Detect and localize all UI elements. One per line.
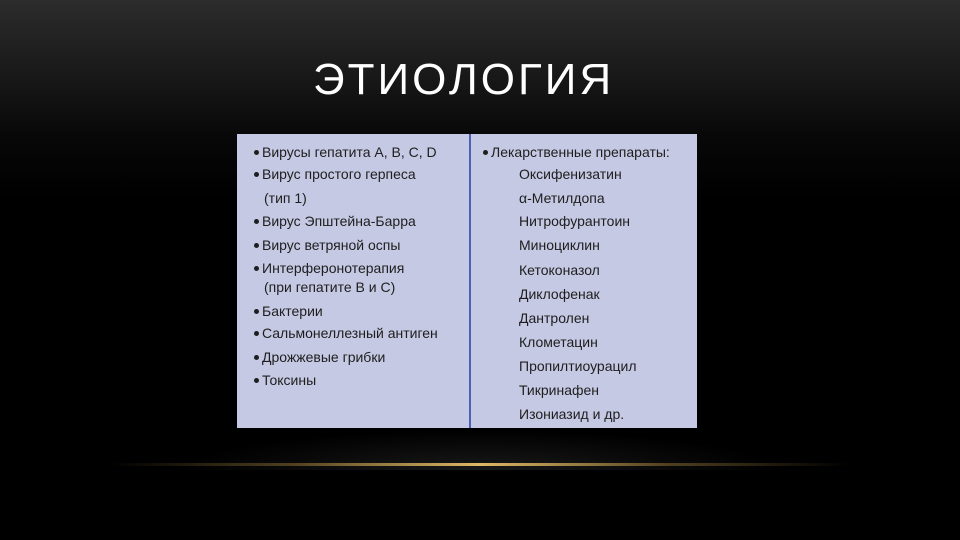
item-text: (при гепатите В и С): [264, 279, 396, 295]
table-list-item: [237, 165, 467, 183]
table-list-item: [471, 212, 697, 230]
item-text: Диклофенак: [519, 286, 600, 302]
table-list-item: [237, 212, 467, 230]
table-list-item: [471, 285, 697, 303]
item-text: Вирус простого герпеса: [262, 166, 416, 182]
table-list-item: [237, 189, 467, 207]
table-list-item: [237, 348, 467, 366]
table-list-item: [471, 405, 697, 423]
bullet-icon: [254, 150, 259, 155]
item-text: Клометацин: [519, 334, 598, 350]
item-text: Пропилтиоурацил: [519, 358, 637, 374]
item-text: α-Метилдопа: [519, 190, 605, 206]
table-list-item: [471, 333, 697, 351]
item-text: Дрожжевые грибки: [262, 349, 386, 365]
table-list-item: [471, 236, 697, 254]
table-list-item: [471, 165, 697, 183]
table-list-item: [237, 143, 467, 161]
table-list-item: [237, 371, 467, 389]
table-list-item: [471, 189, 697, 207]
item-text: Вирусы гепатита A, B, C, D: [262, 144, 437, 160]
bullet-icon: [254, 266, 259, 271]
bullet-icon: [254, 355, 259, 360]
table-list-item: [237, 278, 467, 296]
item-text: Кетоконазол: [519, 262, 600, 278]
item-text: Лекарственные препараты:: [491, 144, 670, 160]
table-list-item: [471, 261, 697, 279]
table-list-item: [237, 302, 467, 320]
table-list-item: [237, 324, 467, 342]
item-text: Вирус ветряной оспы: [262, 237, 401, 253]
table-list-item: [471, 357, 697, 375]
bullet-icon: [254, 378, 259, 383]
table-list-item: [237, 259, 467, 277]
table-list-item: [471, 309, 697, 327]
bullet-icon: [254, 243, 259, 248]
bullet-icon: [254, 331, 259, 336]
slide-title: ЭТИОЛОГИЯ: [313, 55, 615, 104]
bullet-icon: [254, 219, 259, 224]
item-text: Миноциклин: [519, 237, 600, 253]
bullet-icon: [254, 309, 259, 314]
bullet-icon: [483, 150, 488, 155]
item-text: Сальмонеллезный антиген: [262, 325, 438, 341]
accent-line: [110, 463, 850, 466]
item-text: Дантролен: [519, 310, 590, 326]
item-text: Интерферонотерапия: [262, 260, 405, 276]
table-list-item: [237, 236, 467, 254]
item-text: Нитрофурантоин: [519, 213, 631, 229]
item-text: Бактерии: [262, 303, 323, 319]
item-text: Токсины: [262, 372, 317, 388]
table-list-item: [471, 381, 697, 399]
item-text: Тикринафен: [519, 382, 600, 398]
item-text: (тип 1): [264, 190, 307, 206]
item-text: Оксифенизатин: [519, 166, 622, 182]
table-list-item: [471, 143, 697, 161]
item-text: Вирус Эпштейна-Барра: [262, 213, 416, 229]
etiology-table: [237, 134, 697, 428]
item-text: Изониазид и др.: [519, 406, 625, 422]
bullet-icon: [254, 172, 259, 177]
